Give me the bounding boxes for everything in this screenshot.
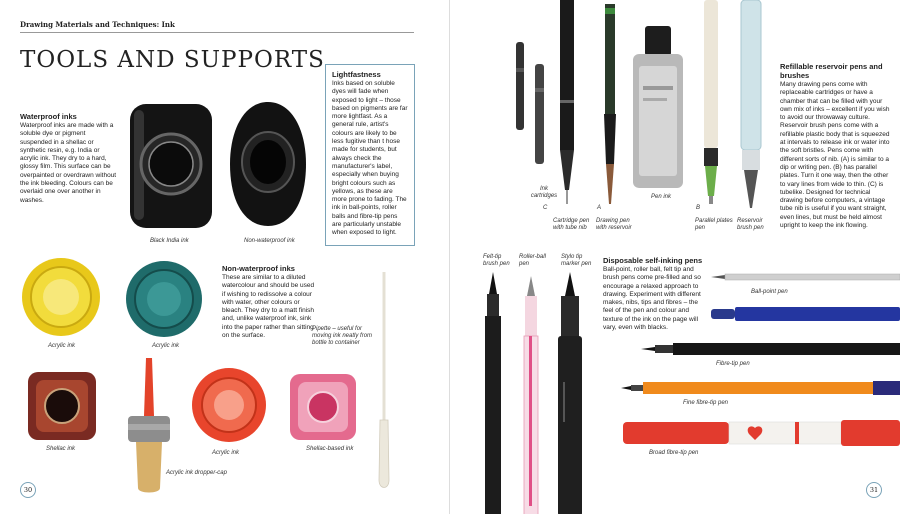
page-title: TOOLS AND SUPPORTS (20, 47, 325, 73)
caption-dropper-cap: Acrylic ink dropper-cap (166, 470, 227, 476)
non-waterproof-ink-image (226, 100, 310, 228)
caption-felt-tip-brush: Felt-tip brush pen (483, 254, 510, 267)
lightfastness-heading: Lightfastness (332, 70, 381, 79)
caption-fine-fibre-tip: Fine fibre-tip pen (683, 400, 729, 406)
caption-non-waterproof-ink: Non-waterproof ink (244, 238, 295, 244)
caption-black-india-ink: Black India ink (150, 238, 189, 244)
yellow-acrylic-ink-image (20, 256, 102, 338)
broad-fibre-tip-pen-image (623, 418, 900, 448)
fine-fibre-tip-pen-image (621, 380, 900, 396)
running-head: Drawing Materials and Techniques: Ink (20, 20, 175, 29)
page-number-right: 31 (866, 482, 882, 498)
caption-acrylic-ink-yellow: Acrylic ink (48, 343, 76, 349)
reservoir-section (780, 62, 892, 230)
blue-pen-image (711, 306, 900, 322)
cartridge-pen-image (555, 0, 581, 206)
caption-shellac-based-ink: Shellac-based ink (306, 446, 354, 452)
parallel-plates-pen-image (699, 0, 723, 206)
pipette-image (372, 270, 396, 494)
disposable-body: Ball-point, roller ball, felt tip and brush pens come pre-filled and so encourage a relaxed approach to drawing. Experiment with different makes, nibs, tips and fibres – the feel of the pen and colour and texture of the ink on the page will vary, even with blacks. (603, 266, 701, 332)
non-waterproof-heading: Non-waterproof inks (222, 264, 295, 273)
non-waterproof-section (222, 264, 316, 340)
waterproof-body: Waterproof inks are made with a soluble dye or pigment suspended in a shellac or synthetic resin, e.g. India or acrylic ink. They dry to a hard, glossy film. This surface can be overpainted or overdrawn without the ink bleeding. Colours can be overlaid one over another in washes. (20, 122, 117, 204)
page-number-left: 30 (20, 482, 36, 498)
drawing-pen-image (599, 4, 621, 210)
disposable-section (603, 256, 707, 332)
caption-drawing-pen: Drawing pen with reservoir (596, 218, 632, 231)
felt-tip-brush-pen-image (483, 272, 503, 514)
caption-fibre-tip: Fibre-tip pen (716, 361, 750, 367)
waterproof-section (20, 112, 118, 205)
pen-ink-bottle-image (631, 26, 687, 190)
right-page (451, 0, 900, 514)
roller-ball-pen-image (521, 276, 541, 514)
waterproof-heading: Waterproof inks (20, 112, 77, 121)
lightfastness-body: Inks based on soluble dyes will fade when exposed to light – those based on pigments are far more lightfast. As a general rule, artist's colours are likely to be less fugitive than t hose made for students, but always check the manufacturer's label, especially when buying bright colours such as yellows, as these are more prone to fading. The ink in ball-points, roller balls and fibre-tip pens are particularly unstable when exposed to light. (332, 80, 408, 237)
teal-acrylic-ink-image (124, 260, 204, 338)
reservoir-brush-pen-image (736, 0, 766, 212)
disposable-heading: Disposable self-inking pens (603, 256, 703, 265)
caption-reservoir-brush: Reservoir brush pen (737, 218, 764, 231)
shellac-based-ink-image (288, 372, 358, 442)
header-rule (20, 32, 414, 33)
black-india-ink-image (128, 100, 216, 232)
letter-c: C (543, 205, 548, 211)
caption-acrylic-ink-red: Acrylic ink (212, 450, 240, 456)
ink-cartridges-image (513, 40, 549, 166)
letter-b: B (696, 205, 701, 211)
caption-parallel-plates: Parallel plates pen (695, 218, 733, 231)
caption-ball-point: Ball-point pen (751, 289, 788, 295)
caption-ink-cartridges: Ink cartridges (530, 186, 558, 199)
caption-pen-ink: Pen ink (651, 194, 672, 200)
non-waterproof-body: These are similar to a diluted watercolour and should be used if wishing to redissolve a colour with water, other colours or bleach. They dry to a matt finish and, unlike waterproof ink, sink into the paper rather than sitting on the surface. (222, 274, 315, 340)
letter-a: A (597, 205, 602, 211)
shellac-ink-image (26, 370, 98, 442)
caption-stylo-tip: Stylo tip marker pen (561, 254, 592, 267)
fibre-tip-pen-image (641, 342, 900, 356)
reservoir-heading: Refillable reservoir pens and brushes (780, 62, 883, 80)
caption-broad-fibre-tip: Broad fibre-tip pen (649, 450, 699, 456)
ball-point-pen-image (711, 272, 900, 282)
reservoir-body: Many drawing pens come with replaceable cartridges or have a chamber that can be filled with your own mix of inks – excellent if you wish to avoid our throwaway culture. Reservoir brush pens come with a refillable plastic body that is squeezed at intervals to release ink or water into the soft bristles. Pens come with different sorts of nib. (A) is similar to a dip or writing pen. (B) has parallel plates. Turn it one way, then the other to vary lines from wide to thin. (C) is tubelike. Designed for technical drawing before computers, a vintage tube nib is useful if you want straight, even lines, but must be held almost upright to keep the ink flowing. (780, 81, 890, 230)
red-acrylic-ink-image (190, 366, 268, 444)
caption-shellac-ink: Shellac ink (46, 446, 76, 452)
caption-roller-ball: Roller-ball pen (519, 254, 546, 267)
caption-cartridge-pen: Cartridge pen with tube nib (553, 218, 590, 231)
caption-acrylic-ink-teal: Acrylic ink (152, 343, 180, 349)
caption-pipette: Pipette – useful for moving ink neatly from bottle to container (312, 326, 373, 346)
lightfastness-box (325, 64, 415, 246)
stylo-tip-marker-pen-image (555, 272, 585, 514)
